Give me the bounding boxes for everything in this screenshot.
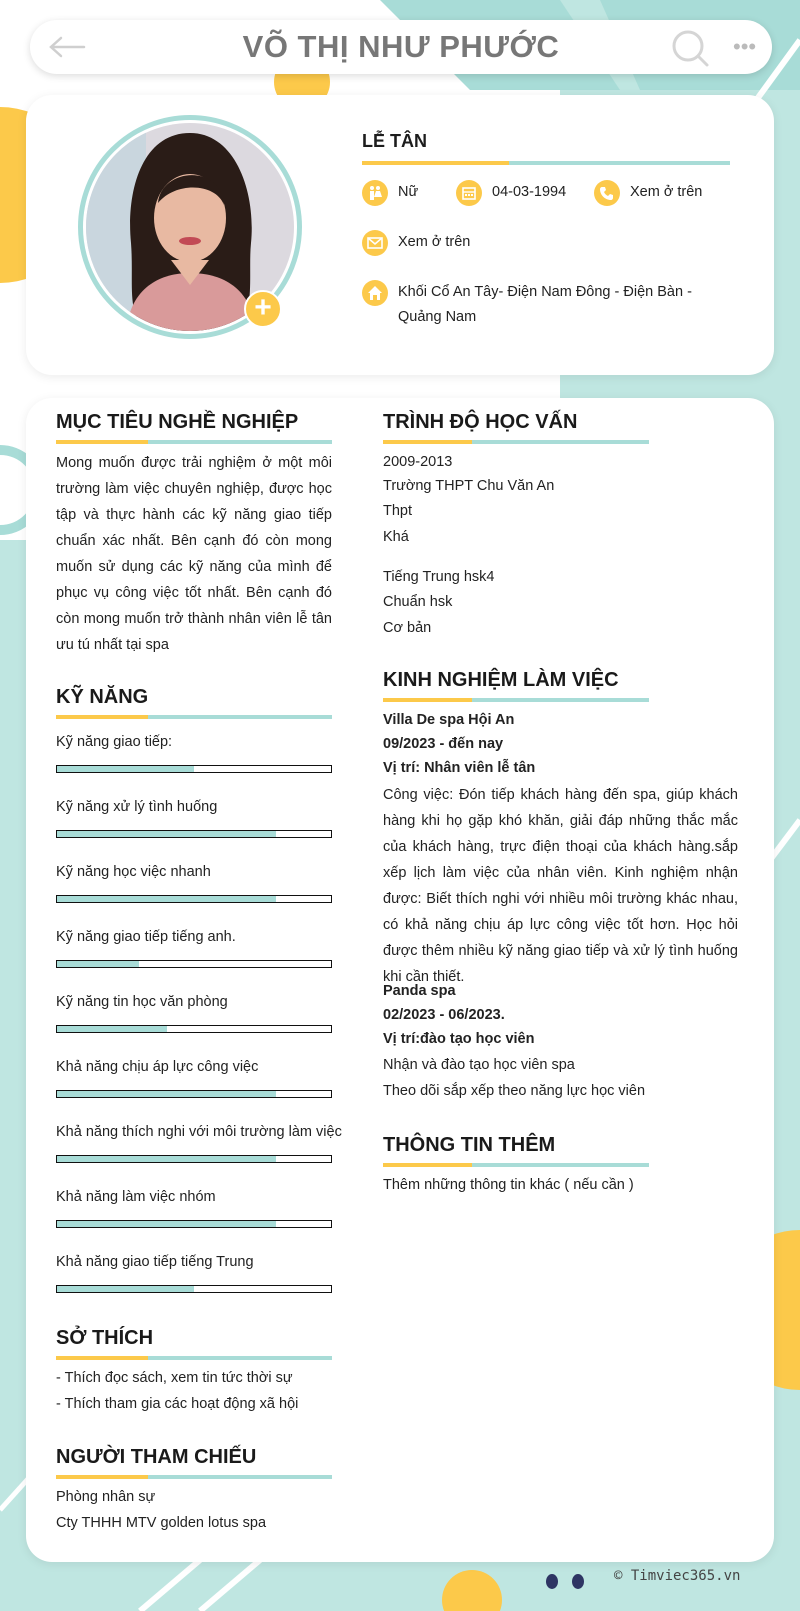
- education-grade: Khá: [383, 529, 409, 545]
- skill-bar: [56, 1025, 332, 1033]
- home-icon: [362, 280, 388, 306]
- objective-text: Mong muốn được trải nghiệm ở một môi trường làm việc chuyên nghiệp, được học tập và thực hành các kỹ năng giao tiếp chuẩn xác nhất. Bên cạnh đó còn mong muốn sử dụng các kỹ năng của mình để phục vụ công việc tốt nhất. Bên cạnh đó còn mong muốn trở thành nhân viên lễ tân ưu tú nhất tại spa: [56, 455, 332, 653]
- skill-bar-fill: [57, 1156, 276, 1162]
- education-title: TRÌNH ĐỘ HỌC VẤN: [383, 411, 578, 433]
- skill-bar-fill: [57, 1286, 194, 1292]
- phone-value: Xem ở trên: [630, 184, 703, 200]
- watermark: © Timviec365.vn: [614, 1568, 741, 1584]
- objective-title: MỤC TIÊU NGHỀ NGHIỆP: [56, 411, 299, 433]
- job-title-underline: [362, 161, 730, 165]
- gender-icon: [362, 180, 388, 206]
- skill-bar-fill: [57, 961, 139, 967]
- education-major: Thpt: [383, 503, 413, 519]
- education-school: Tiếng Trung hsk4: [383, 569, 495, 585]
- skill-bar: [56, 1285, 332, 1293]
- job-description: Công việc: Đón tiếp khách hàng đến spa, giúp khách hàng khi họ gặp khó khăn, giải đáp những thắc mắc của khách hàng, trực điện thoại của khách hàng.sắp xếp lịch làm việc của nhân viên. Kinh nghiệm nhận được: Biết thích nghi với nhiều môi trường khác nhau, có khả năng chịu áp lực công việc tốt hơn. Học hỏi được thêm nhiều kỹ năng giao tiếp và xử lý tình huống khi cần thiết.: [383, 787, 738, 985]
- skill-bar: [56, 895, 332, 903]
- skill-bar-fill: [57, 1026, 167, 1032]
- skill-bar: [56, 1090, 332, 1098]
- skills-title: KỸ NĂNG: [56, 686, 149, 708]
- gender-value: Nữ: [398, 184, 419, 200]
- skill-bar-fill: [57, 766, 194, 772]
- birthday-row: [456, 180, 566, 206]
- hobbies-underline: [56, 1356, 332, 1360]
- skill-bar-fill: [57, 1091, 276, 1097]
- skill-bar: [56, 1220, 332, 1228]
- hobby-item: - Thích đọc sách, xem tin tức thời sự: [56, 1370, 293, 1386]
- skill-bar-fill: [57, 1221, 276, 1227]
- education-major: Chuẩn hsk: [383, 594, 453, 610]
- gender-row: [362, 180, 418, 206]
- reference-item: Phòng nhân sự: [56, 1489, 156, 1505]
- job-title: LỄ TÂN: [362, 131, 427, 151]
- additional-underline: [383, 1163, 649, 1167]
- skill-bar: [56, 765, 332, 773]
- job-period: 02/2023 - 06/2023.: [383, 1007, 505, 1023]
- skill-label: Khả năng thích nghi với môi trường làm việc: [56, 1124, 342, 1140]
- job-position: Vị trí:đào tạo học viên: [383, 1031, 535, 1047]
- hobby-item: - Thích tham gia các hoạt động xã hội: [56, 1396, 299, 1412]
- email-icon: [362, 230, 388, 256]
- search-icon[interactable]: [670, 28, 710, 68]
- more-dots-icon[interactable]: •••: [733, 34, 757, 59]
- address-value: Khối Cổ An Tây- Điện Nam Đông - Điện Bàn - Quảng Nam: [398, 284, 692, 325]
- add-photo-button[interactable]: +: [244, 290, 282, 328]
- additional-title: THÔNG TIN THÊM: [383, 1134, 556, 1156]
- references-underline: [56, 1475, 332, 1479]
- skill-label: Kỹ năng xử lý tình huống: [56, 799, 218, 815]
- objective-underline: [56, 440, 332, 444]
- email-value: Xem ở trên: [398, 234, 471, 250]
- phone-row: [594, 180, 702, 206]
- skill-bar-fill: [57, 896, 276, 902]
- hobbies-title: SỞ THÍCH: [56, 1327, 154, 1349]
- skill-label: Khả năng giao tiếp tiếng Trung: [56, 1254, 254, 1270]
- education-school: Trường THPT Chu Văn An: [383, 478, 555, 494]
- education-grade: Cơ bản: [383, 620, 432, 636]
- experience-underline: [383, 698, 649, 702]
- reference-item: Cty THHH MTV golden lotus spa: [56, 1515, 267, 1531]
- skill-bar: [56, 960, 332, 968]
- education-period: 2009-2013: [383, 454, 453, 470]
- job-duty: Nhận và đào tạo học viên spa: [383, 1057, 575, 1073]
- pager-dot: [546, 1574, 558, 1589]
- skill-label: Kỹ năng giao tiếp tiếng anh.: [56, 929, 236, 945]
- references-title: NGƯỜI THAM CHIẾU: [56, 1446, 257, 1468]
- header-bar: [30, 20, 772, 74]
- candidate-name: VÕ THỊ NHƯ PHƯỚC: [242, 29, 560, 64]
- skill-label: Kỹ năng tin học văn phòng: [56, 994, 228, 1010]
- calendar-icon: [456, 180, 482, 206]
- skill-label: Kỹ năng học việc nhanh: [56, 864, 211, 880]
- experience-title: KINH NGHIỆM LÀM VIỆC: [383, 669, 619, 691]
- skill-bar-fill: [57, 831, 276, 837]
- address-row: [362, 280, 732, 330]
- skills-underline: [56, 715, 332, 719]
- skill-label: Khả năng chịu áp lực công việc: [56, 1059, 259, 1075]
- skill-label: Khả năng làm việc nhóm: [56, 1189, 216, 1205]
- job-position: Vị trí: Nhân viên lễ tân: [383, 760, 536, 776]
- birthday-value: 04-03-1994: [492, 184, 567, 200]
- job-duty: Theo dõi sắp xếp theo năng lực học viên: [383, 1083, 646, 1099]
- skill-bar: [56, 830, 332, 838]
- skill-bar: [56, 1155, 332, 1163]
- email-row: [362, 230, 470, 256]
- job-company: Panda spa: [383, 983, 456, 999]
- additional-text: Thêm những thông tin khác ( nếu cần ): [383, 1177, 634, 1193]
- pager-dot: [572, 1574, 584, 1589]
- phone-icon: [594, 180, 620, 206]
- job-company: Villa De spa Hội An: [383, 712, 515, 728]
- education-underline: [383, 440, 649, 444]
- skill-label: Kỹ năng giao tiếp:: [56, 734, 173, 750]
- job-period: 09/2023 - đến nay: [383, 736, 504, 752]
